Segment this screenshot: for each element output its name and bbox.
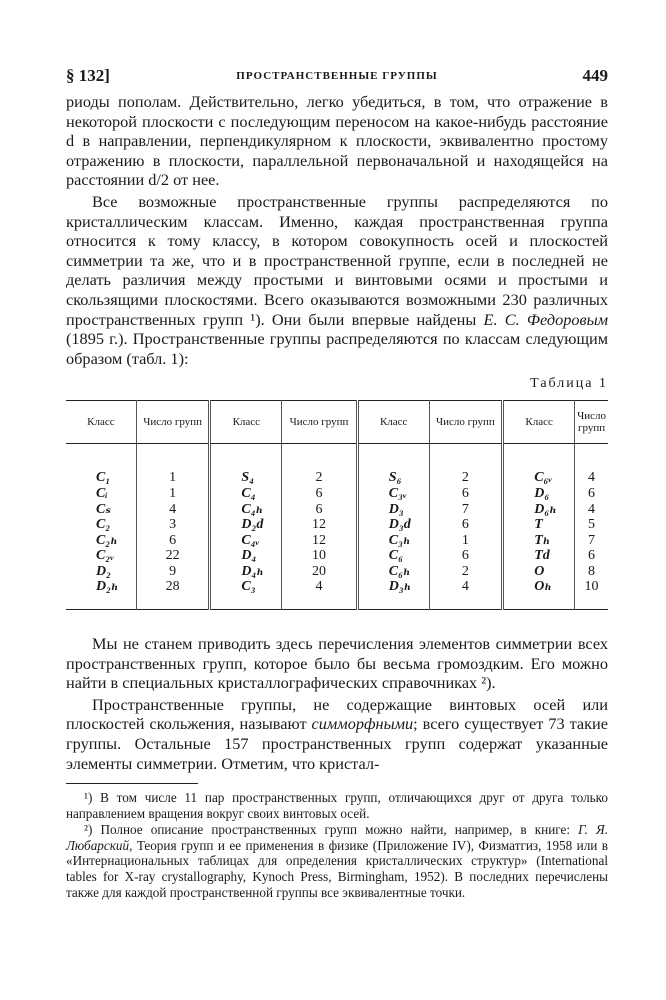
class-column-4	[504, 444, 574, 609]
header-class-2: Класс	[210, 401, 282, 444]
footnote-rule	[66, 783, 198, 784]
count-column-4	[575, 444, 608, 609]
header-count-3: Число групп	[429, 401, 503, 444]
running-title: ПРОСТРАНСТВЕННЫЕ ГРУППЫ	[236, 70, 438, 82]
page-number: 449	[582, 66, 608, 85]
group-count: 10	[584, 579, 599, 595]
running-header	[66, 62, 608, 92]
group-count: 2	[315, 470, 323, 486]
book-page	[66, 62, 608, 901]
class-symbol: D₆	[534, 485, 550, 501]
section-ref: § 132]	[66, 66, 110, 85]
group-count: 6	[315, 485, 323, 501]
class-symbol: C₄ₕ	[241, 501, 263, 517]
group-count: 2	[461, 470, 469, 486]
group-count: 6	[588, 485, 596, 501]
class-symbol: D₃	[388, 501, 404, 517]
group-count: 6	[315, 501, 323, 517]
paragraph-4-text-a: Пространственные группы, не содержащие винтовых осей или плоскостей скольжения, называют	[66, 694, 608, 734]
class-symbol: C₂ᵥ	[96, 548, 114, 564]
symmorphic-term: симморфными	[311, 714, 414, 734]
group-count: 1	[169, 485, 177, 501]
group-count: 6	[169, 532, 177, 548]
group-count: 1	[169, 470, 177, 486]
count-column-1	[137, 444, 209, 609]
class-symbol: C₁	[96, 470, 111, 486]
count-column-2	[282, 444, 356, 609]
class-symbol: S₆	[388, 470, 402, 486]
group-count: 4	[315, 579, 323, 595]
lyubarsky-name: Г. Я. Любарский	[66, 821, 608, 853]
paragraph-4	[66, 695, 608, 773]
footnote-2-text-a: ²) Полное описание пространственных групп можно найти, например, в книге:	[84, 821, 579, 837]
class-symbol: D₆ₕ	[534, 501, 557, 517]
header-count-1: Число групп	[136, 401, 210, 444]
class-symbol: D₂	[96, 563, 111, 579]
class-symbol: C₃ᵥ	[388, 485, 407, 501]
class-symbol: C₂	[96, 517, 111, 533]
footnote-2	[66, 822, 608, 901]
space-groups-table	[66, 400, 608, 610]
paragraph-4-text-b: ; всего существует 73 такие группы. Остальные 157 пространственных групп содержат указанные элементы симметрии. Отметим, что кристал-	[66, 714, 608, 773]
class-symbol: D₂ₕ	[96, 579, 119, 595]
table-caption: Таблица 1	[530, 376, 608, 392]
group-count: 12	[312, 517, 326, 533]
class-symbol: Td	[534, 548, 550, 564]
paragraph-3: Мы не станем приводить здесь перечисления элементов симметрии всех пространственных групп, которое было бы весьма громоздким. Его можно найти в специальных кристаллографических справочниках ²).	[66, 634, 608, 693]
class-symbol: C₆ₕ	[388, 563, 411, 579]
group-count: 22	[165, 548, 180, 564]
group-count: 6	[461, 485, 469, 501]
group-count: 4	[588, 501, 596, 517]
header-count-2: Число групп	[282, 401, 358, 444]
paragraph-2-text-a: Все возможные пространственные группы распределяются по кристаллическим классам. Именно, каждая пространственная группа относится к тому классу, в котором совокупность осей и плоскостей симметрии та же, что и в пространственной группе, если в последней не делать различия между простыми и винтовыми осями и простыми и скользящими плоскостями. Всего оказываются возможными 230 различных пространственных групп ¹). Они были впервые найдены	[66, 191, 608, 329]
group-count: 6	[461, 548, 469, 564]
group-count: 4	[461, 579, 469, 595]
group-count: 4	[588, 470, 596, 486]
group-count: 3	[169, 517, 177, 533]
group-count: 10	[312, 548, 326, 564]
class-symbol: C₄ᵥ	[241, 532, 260, 548]
fedorov-name: Е. С. Федоровым	[483, 309, 608, 329]
class-symbol: C₆ᵥ	[534, 470, 553, 486]
group-count: 7	[588, 532, 596, 548]
group-count: 9	[169, 563, 177, 579]
group-count: 2	[461, 563, 469, 579]
class-symbol: C₄	[241, 485, 256, 501]
footnote-1: ¹) В том числе 11 пар пространственных групп, отличающихся друг от друга только направлением вращения вокруг своих винтовых осей.	[66, 790, 608, 822]
class-symbol: O	[534, 563, 545, 579]
class-symbol: D₂d	[241, 517, 264, 533]
class-symbol: C₃	[241, 579, 256, 595]
class-symbol: Tₕ	[534, 532, 551, 548]
class-symbol: D₃ₕ	[388, 579, 412, 595]
class-symbol: D₄	[241, 548, 257, 564]
class-symbol: Cᵢ	[96, 485, 108, 501]
group-count: 8	[588, 563, 596, 579]
group-count: 4	[169, 501, 177, 517]
class-symbol: C₂ₕ	[96, 532, 118, 548]
class-symbol: T	[534, 517, 543, 533]
header-count-4: Число групп	[575, 401, 608, 444]
class-column-2	[211, 444, 281, 609]
group-count: 12	[312, 532, 326, 548]
table-body-row	[66, 444, 608, 610]
class-symbol: S₄	[241, 470, 255, 486]
header-class-3: Класс	[357, 401, 429, 444]
group-count: 5	[588, 517, 596, 533]
paragraph-1: риоды пополам. Действительно, легко убедиться, в том, что отражение в некоторой плоскости с последующим переносом на какое-нибудь расстояние d в направлении, перпендикулярном к плоскости, эквивалентно простому отражению в плоскости, параллельной первоначальной и находящейся на расстоянии d/2 от нее.	[66, 92, 608, 190]
header-class-1: Класс	[66, 401, 136, 444]
class-symbol: C₆	[388, 548, 404, 564]
table-header-row	[66, 401, 608, 444]
count-column-3	[430, 444, 502, 609]
group-count: 7	[461, 501, 469, 517]
group-count: 20	[312, 563, 326, 579]
class-column-1	[66, 444, 136, 609]
group-count: 6	[588, 548, 596, 564]
class-symbol: D₃d	[388, 517, 411, 533]
header-class-4: Класс	[503, 401, 575, 444]
paragraph-2	[66, 192, 608, 368]
paragraph-2-text-b: (1895 г.). Пространственные группы распределяются по классам следующим образом (табл. 1):	[66, 329, 608, 368]
class-symbol: C₃ₕ	[388, 532, 411, 548]
class-symbol: D₄ₕ	[241, 563, 264, 579]
group-count: 28	[165, 579, 180, 595]
footnote-2-text-b: , Теория групп и ее применения в физике (Приложение IV), Физматгиз, 1958 или в «Интернациональных таблицах для определения кристаллических структур» (International tables for X-ray crystallography, Kynoch Press, Birmingham, 1952). В последних перечислены также для каждой пространственной группы все эквивалентные точки.	[66, 837, 608, 900]
class-symbol: Oₕ	[534, 579, 552, 595]
class-symbol: Cₛ	[96, 501, 111, 517]
class-column-3	[359, 444, 429, 609]
group-count: 1	[461, 532, 469, 548]
group-count: 6	[461, 517, 469, 533]
